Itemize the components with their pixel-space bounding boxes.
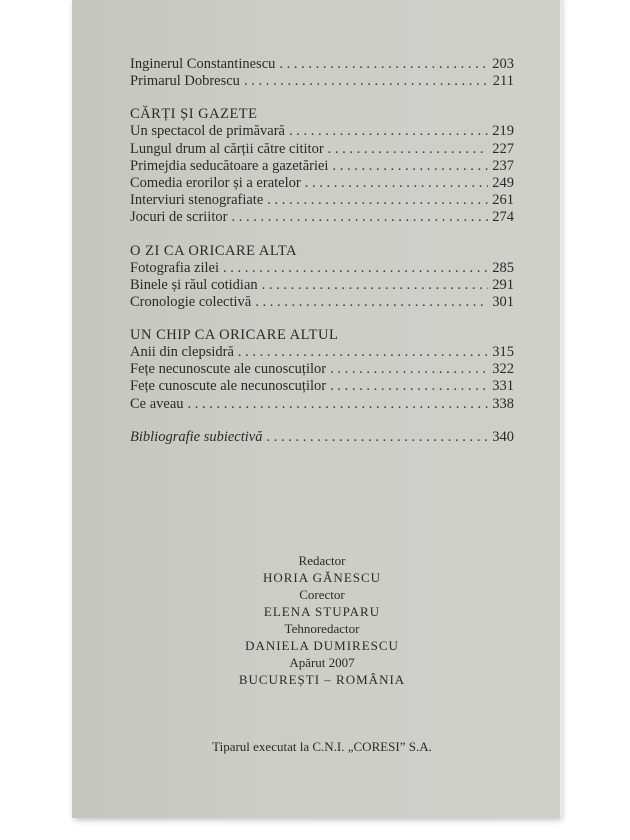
toc-entry	[130, 361, 514, 378]
toc-entry-label: Bibliografie subiectivă	[130, 428, 263, 445]
dot-leader	[279, 56, 488, 73]
toc-entry-bibliography	[130, 429, 514, 446]
proofreader-role: Corector	[299, 587, 345, 602]
toc-entry-page: 249	[492, 174, 514, 191]
toc-entry-label: Cronologie colectivă	[130, 293, 252, 310]
toc-entry	[130, 209, 514, 226]
toc-entry-page: 340	[492, 428, 514, 445]
typesetter-role: Tehnoredactor	[284, 621, 360, 636]
toc-entry-page: 322	[492, 361, 514, 378]
toc-entry-page: 331	[492, 378, 514, 395]
editor-role: Redactor	[298, 553, 346, 568]
dot-leader	[267, 429, 489, 446]
toc-entry-label: Interviuri stenografiate	[130, 192, 264, 209]
publication-place: BUCUREȘTI – ROMÂNIA	[238, 672, 406, 687]
dot-leader	[305, 175, 488, 192]
toc-entry-label: Primarul Dobrescu	[130, 73, 240, 90]
dot-leader	[244, 73, 488, 90]
toc-entry-page: 291	[492, 276, 514, 293]
toc-entry-page: 338	[492, 395, 514, 412]
proofreader-name: ELENA STUPARU	[263, 604, 381, 619]
toc-entry-page: 219	[492, 123, 514, 140]
dot-leader	[262, 277, 488, 294]
dot-leader	[328, 141, 488, 158]
toc-entry-label: Primejdia seducătoare a gazetăriei	[130, 157, 329, 174]
toc-entry-label: Fotografia zilei	[130, 259, 219, 276]
toc-entry-label: Binele și răul cotidian	[130, 276, 258, 293]
toc-entry-label: Comedia erorilor și a eratelor	[130, 174, 301, 191]
toc-entry-page: 315	[492, 344, 514, 361]
section-heading: O ZI CA ORICARE ALTA	[130, 242, 298, 259]
toc-entry	[130, 344, 514, 361]
section-heading: CĂRȚI ȘI GAZETE	[130, 106, 258, 123]
printer-line: Tiparul executat la C.N.I. „CORESI” S.A.	[212, 739, 432, 754]
toc-entry	[130, 158, 514, 175]
toc-entry	[130, 378, 514, 395]
page-edge	[560, 0, 564, 818]
credits-block	[130, 552, 514, 688]
toc-entry	[130, 56, 514, 73]
toc-entry-page: 301	[492, 293, 514, 310]
toc-entry-label: Jocuri de scriitor	[130, 209, 228, 226]
toc-entry-page: 285	[492, 259, 514, 276]
toc-entry-label: Anii din clepsidră	[130, 344, 234, 361]
editor-name: HORIA GĂNESCU	[262, 570, 382, 585]
dot-leader	[231, 209, 488, 226]
dot-leader	[255, 294, 488, 311]
dot-leader	[330, 361, 488, 378]
table-of-contents	[130, 56, 514, 446]
dot-leader	[332, 158, 488, 175]
dot-leader	[188, 396, 488, 413]
toc-entry	[130, 277, 514, 294]
toc-entry-label: Fețe necunoscute ale cunoscuților	[130, 361, 327, 378]
toc-entry	[130, 396, 514, 413]
toc-entry	[130, 123, 514, 140]
dot-leader	[223, 260, 488, 277]
toc-entry-page: 261	[492, 192, 514, 209]
dot-leader	[238, 344, 488, 361]
dot-leader	[289, 123, 488, 140]
toc-entry	[130, 260, 514, 277]
toc-entry	[130, 192, 514, 209]
toc-entry-label: Un spectacol de primăvară	[130, 123, 285, 140]
toc-entry-label: Ce aveau	[130, 395, 184, 412]
section-heading: UN CHIP CA ORICARE ALTUL	[130, 327, 339, 344]
toc-entry-page: 274	[492, 209, 514, 226]
toc-entry-page: 227	[492, 140, 514, 157]
toc-entry-label: Fețe cunoscute ale necunoscuților	[130, 378, 327, 395]
toc-entry-page: 203	[492, 56, 514, 72]
dot-leader	[330, 378, 488, 395]
publication-year: Apărut 2007	[289, 655, 355, 670]
toc-entry-page: 237	[492, 157, 514, 174]
toc-entry	[130, 73, 514, 90]
toc-entry-label: Lungul drum al cărții către cititor	[130, 140, 324, 157]
typesetter-name: DANIELA DUMIRESCU	[245, 638, 399, 653]
dot-leader	[267, 192, 488, 209]
toc-entry	[130, 175, 514, 192]
toc-entry-page: 211	[492, 73, 514, 90]
toc-entry	[130, 294, 514, 311]
toc-entry	[130, 141, 514, 158]
toc-entry-label: Inginerul Constantinescu	[130, 56, 276, 72]
